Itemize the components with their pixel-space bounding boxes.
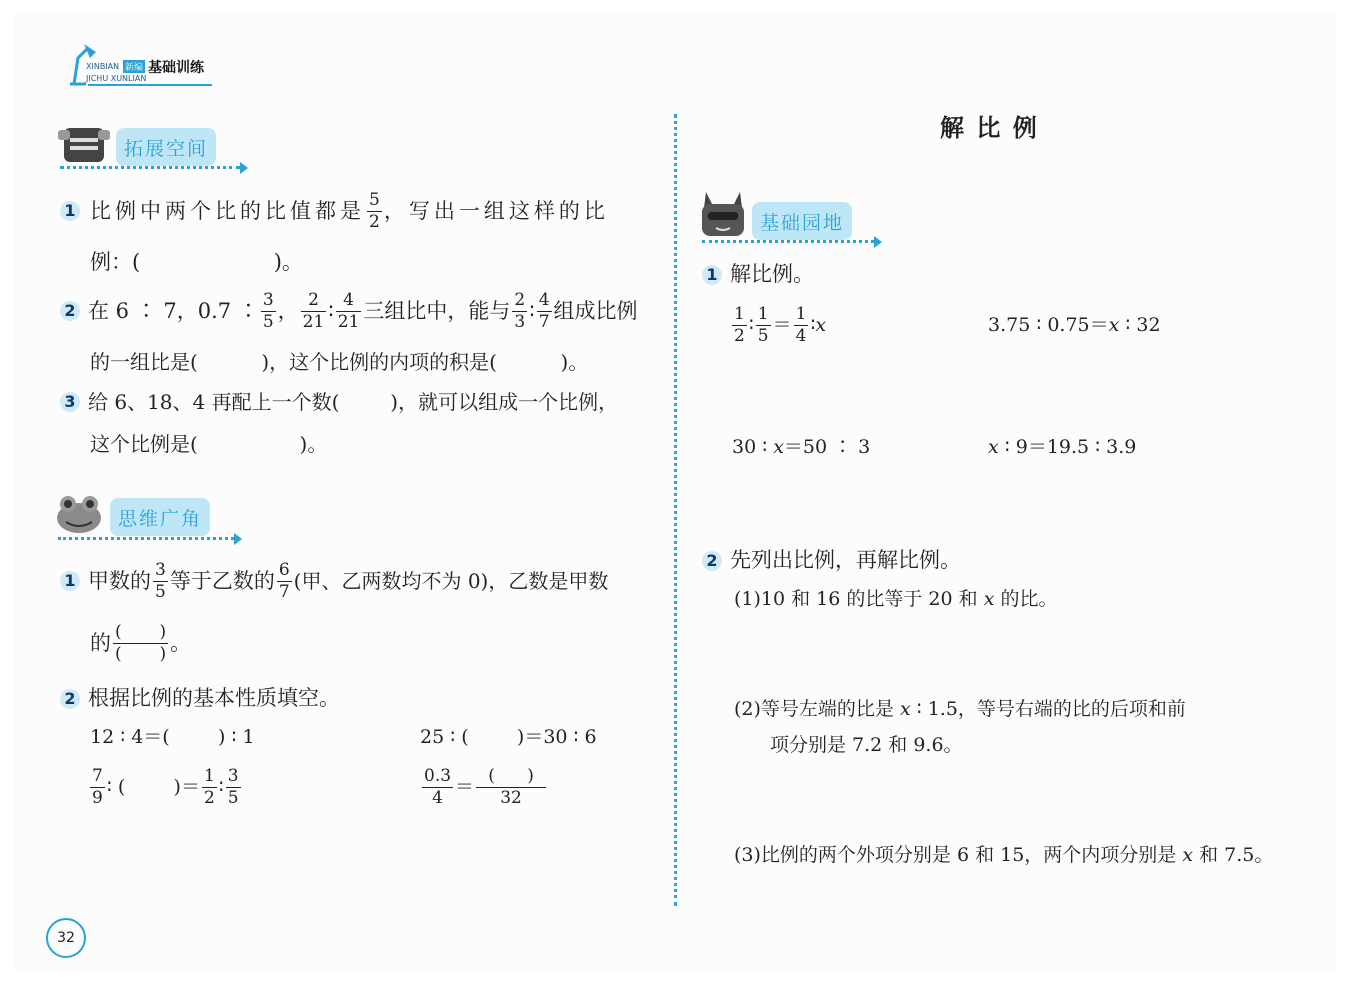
- question-3-line2: 这个比例是( )。: [90, 432, 328, 456]
- proportion-3: 30 ∶ x＝50 ∶ 3: [732, 436, 871, 458]
- equation-2: 25 ∶ ( )＝30 ∶ 6: [420, 726, 597, 748]
- solve-question-1: 1 解比例。: [702, 264, 814, 285]
- lesson-title: 解 比 例: [940, 114, 1039, 142]
- equation-1: 12 ∶ 4＝( ) ∶ 1: [90, 726, 255, 748]
- frog-mascot-icon: [56, 494, 102, 534]
- section-title-siwei: 思维广角: [110, 498, 210, 536]
- robot-mascot-icon: [58, 124, 110, 166]
- question-1: 1 比例中两个比的比值都是 $\frac{5}{2}$ ，写出一组这样的比: [60, 188, 609, 234]
- proportion-1: $\frac{1}{2}$ ∶ $\frac{1}{5}$ ＝ $\frac{1}{4}$ ∶ x: [734, 303, 827, 346]
- page-divider: [674, 114, 677, 906]
- section-underline: [60, 166, 240, 169]
- proportion-4: x ∶ 9＝19.5 ∶ 3.9: [988, 436, 1137, 458]
- logo: [60, 40, 230, 90]
- section-title-tuozhan: 拓展空间: [116, 128, 216, 166]
- fraction: $\frac{5}{2}$: [369, 189, 380, 232]
- question-3: 3 给 6、18、4 再配上一个数( )，就可以组成一个比例，: [60, 392, 618, 412]
- subquestion-2-line2: 项分别是 7.2 和 9.6。: [770, 734, 963, 756]
- logo-small-text: XINBIAN: [86, 62, 120, 71]
- arrow-icon: [234, 533, 242, 545]
- arrow-icon: [874, 236, 882, 248]
- answer-blank-fraction[interactable]: $\frac{( )}{( )}$: [115, 621, 167, 664]
- section-underline: [702, 240, 874, 243]
- solve-question-2: 2 先列出比例，再解比例。: [702, 550, 961, 571]
- section-underline: [58, 537, 234, 540]
- question-1-line2: 例：( )。: [90, 250, 303, 274]
- question-2-line2: 的一组比是( )，这个比例的内项的积是( )。: [90, 350, 589, 374]
- logo-sub-text: JICHU XUNLIAN: [86, 74, 147, 83]
- equation-3: $\frac{7}{9}$ ∶ ( )＝ $\frac{1}{2}$ ∶ $\frac{3}{5}$: [92, 765, 239, 808]
- question-2: 2 在 6 ∶ 7，0.7 ∶ $\frac{3}{5}$ ， $\frac{2}{21}$ ∶ $\frac{4}{21}$ 三组比中，能与 $\frac{2}{3}$ ∶ $\frac{4}{7}$ 组成比例: [60, 288, 638, 334]
- logo-title: 基础训练: [148, 60, 204, 76]
- proportion-2: 3.75 ∶ 0.75＝x ∶ 32: [988, 314, 1161, 336]
- thinking-question-1-line2: 的 $\frac{( )}{( )}$ 。: [90, 621, 192, 664]
- subquestion-1: (1)10 和 16 的比等于 20 和 x 的比。: [734, 588, 1058, 610]
- page-number: 32: [46, 918, 86, 958]
- question-number: 1: [60, 201, 80, 221]
- section-title-jichu: 基础园地: [752, 202, 852, 240]
- thinking-question-2: 2 根据比例的基本性质填空。: [60, 688, 340, 709]
- subquestion-3: (3)比例的两个外项分别是 6 和 15，两个内项分别是 x 和 7.5。: [734, 844, 1274, 866]
- arrow-icon: [240, 162, 248, 174]
- subquestion-2: (2)等号左端的比是 x ∶ 1.5，等号右端的比的后项和前: [734, 698, 1186, 720]
- equation-4: $\frac{0.3}{4}$ ＝ $\frac{( )}{32}$: [420, 764, 548, 810]
- thinking-question-1: 1 甲数的 $\frac{3}{5}$ 等于乙数的 $\frac{6}{7}$ (甲、乙两数均不为 0)，乙数是甲数: [60, 558, 608, 604]
- logo-tag: 新编: [123, 60, 145, 73]
- bunny-mascot-icon: [700, 188, 746, 240]
